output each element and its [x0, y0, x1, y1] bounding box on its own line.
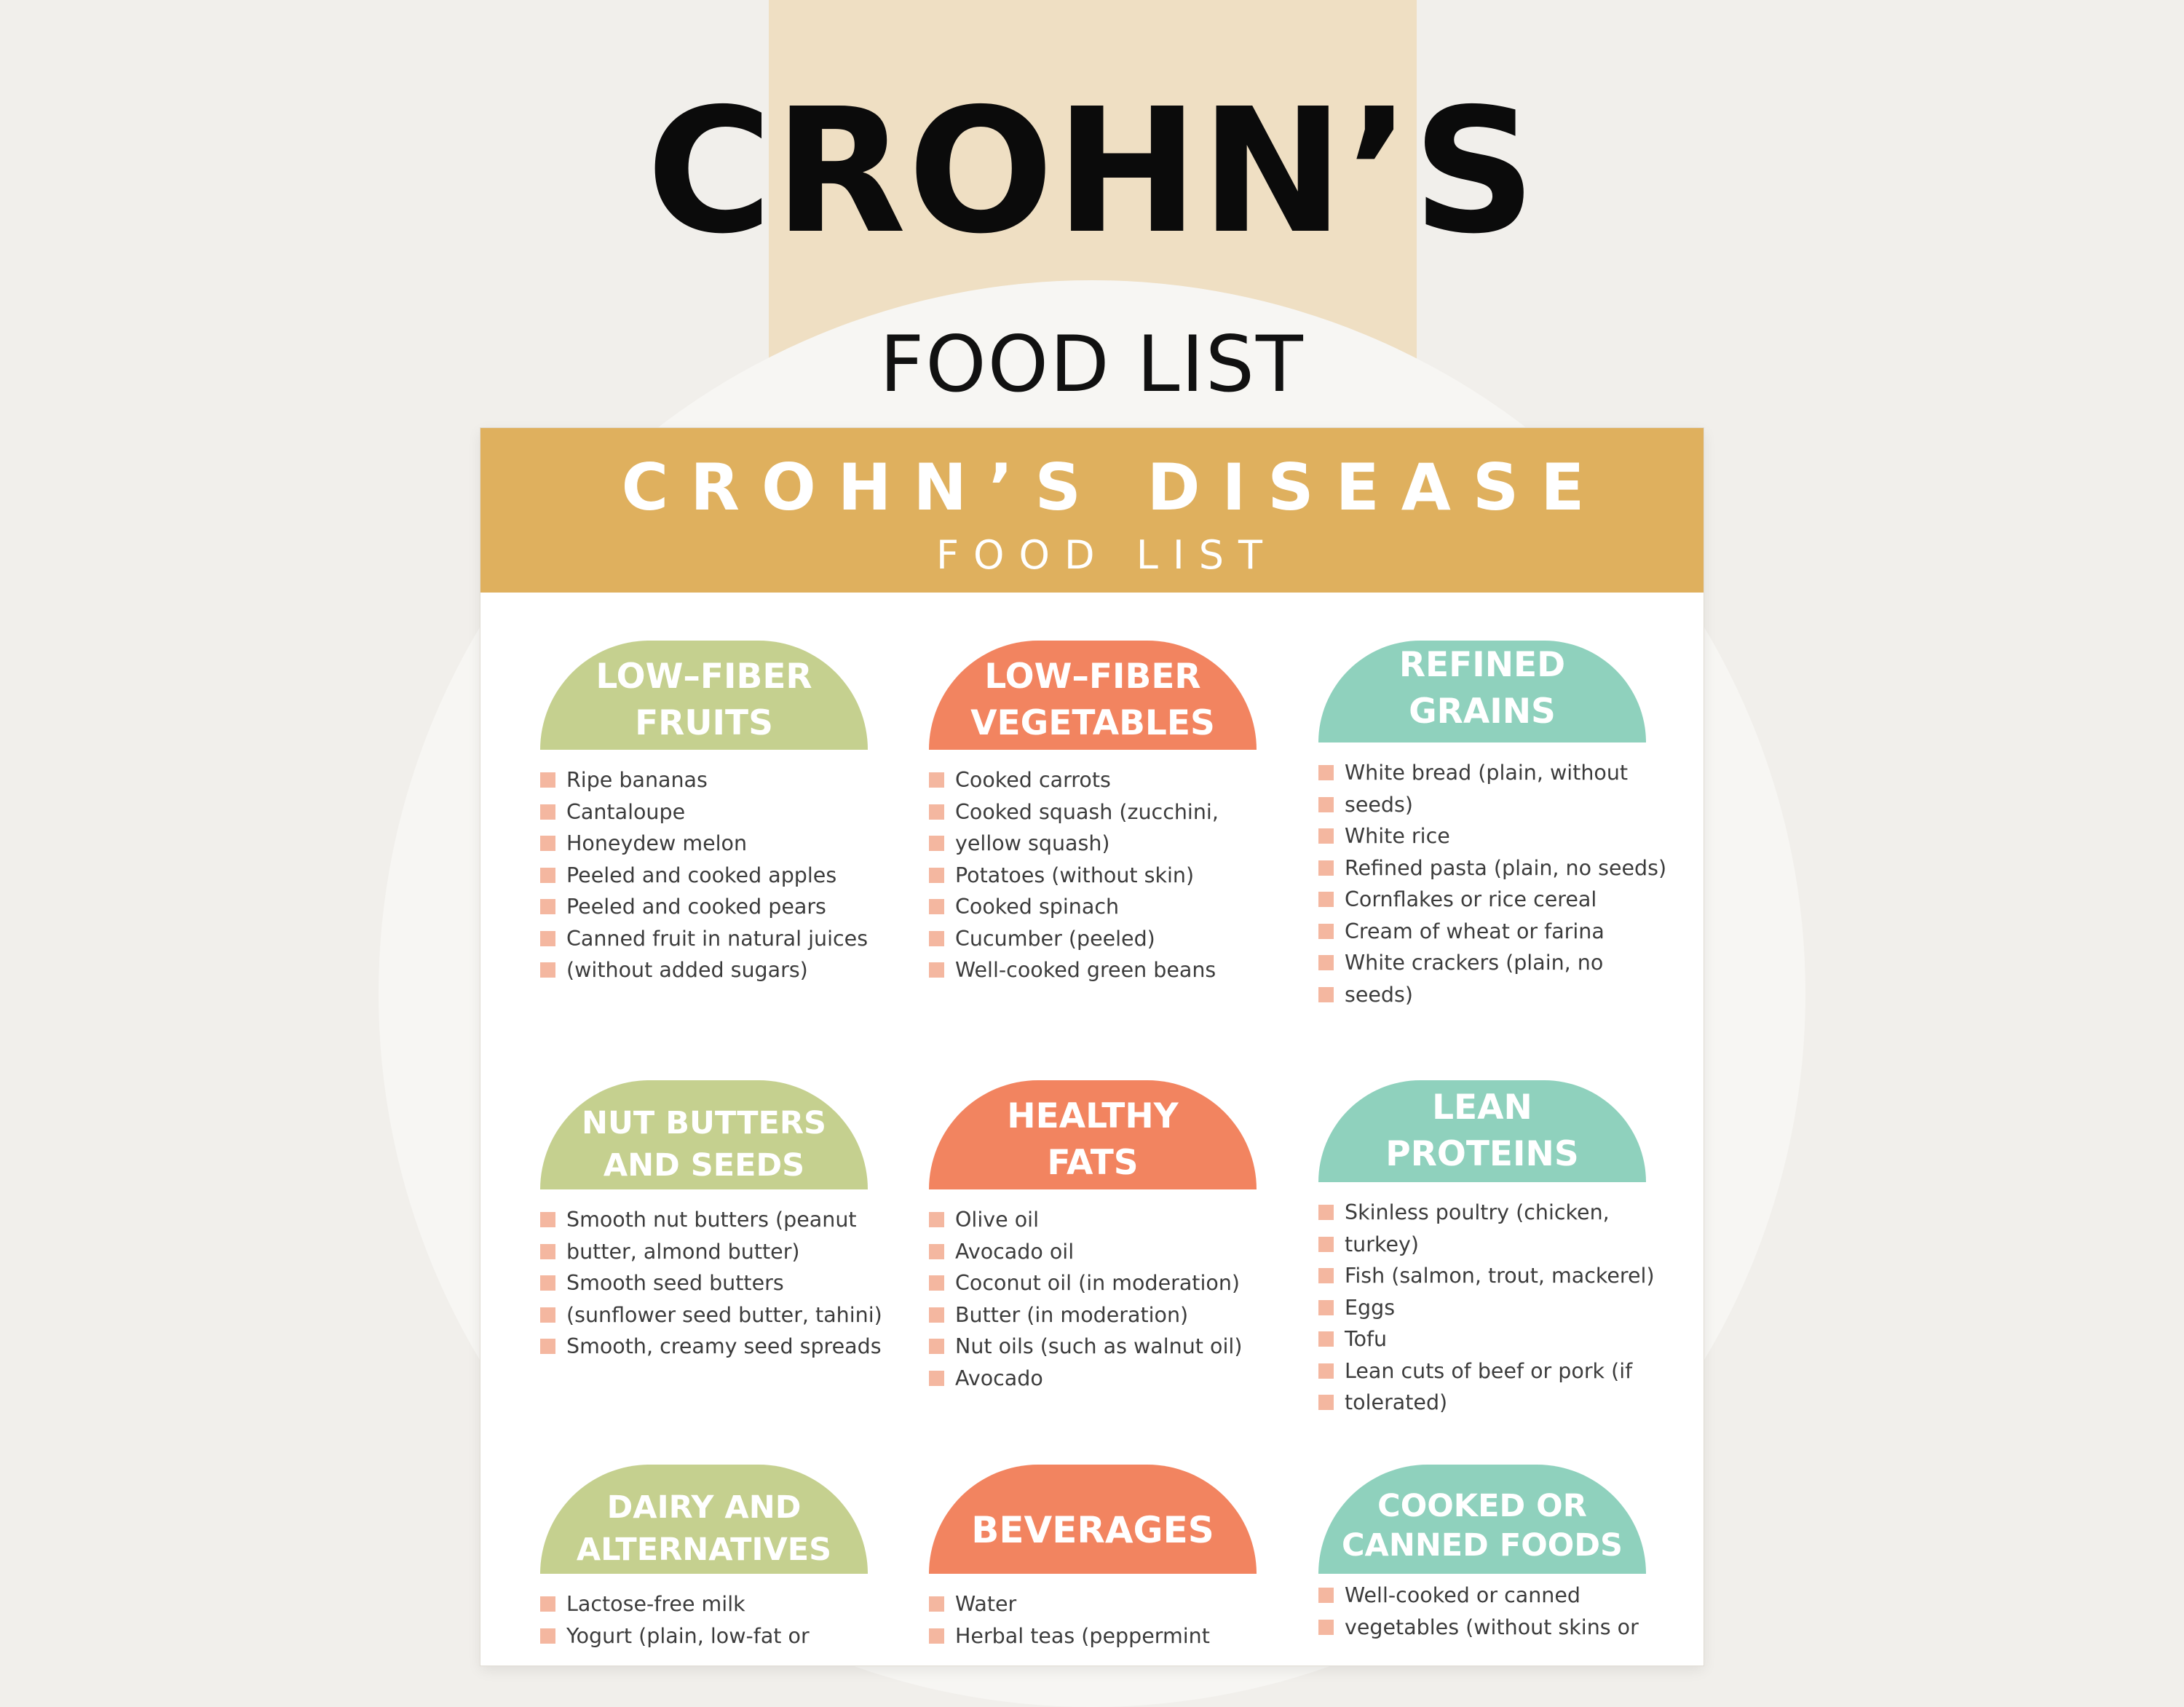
section-title-line: GRAINS: [1409, 692, 1556, 732]
section-low-fiber-fruits: [540, 641, 868, 986]
food-item: (without added sugars): [540, 954, 868, 986]
food-item: Smooth, creamy seed spreads: [540, 1331, 868, 1363]
food-item: Cooked squash (zucchini,: [929, 796, 1257, 828]
food-item-list: [540, 1204, 882, 1363]
food-item: Nut oils (such as walnut oil): [929, 1331, 1257, 1363]
section-title-line: ALTERNATIVES: [576, 1532, 832, 1568]
food-item: Tofu: [1318, 1323, 1646, 1355]
section-title-line: FRUITS: [635, 703, 773, 743]
food-item: seeds): [1318, 789, 1646, 821]
food-list-sheet: [480, 428, 1704, 1666]
food-item: Olive oil: [929, 1204, 1257, 1236]
food-item-list: [540, 764, 868, 986]
food-item: Canned fruit in natural juices: [540, 923, 868, 955]
food-item: White bread (plain, without: [1318, 757, 1646, 789]
food-item: Potatoes (without skin): [929, 860, 1257, 892]
section-title-badge: [540, 1465, 868, 1574]
section-title-badge: [540, 641, 868, 750]
section-title-badge: [929, 641, 1257, 750]
food-item-list: [929, 1204, 1257, 1394]
food-item: White crackers (plain, no: [1318, 947, 1646, 979]
section-low-fiber-vegetables: [929, 641, 1257, 986]
section-title-line: FATS: [1047, 1143, 1139, 1183]
section-title-badge: [1318, 1465, 1646, 1574]
section-title-badge: [929, 1465, 1257, 1574]
food-item-list: [540, 1588, 868, 1652]
section-title-line: REFINED: [1398, 645, 1566, 685]
food-item: Avocado oil: [929, 1236, 1257, 1268]
food-item: White rice: [1318, 820, 1646, 852]
hero-title: CROHN’S: [646, 71, 1538, 272]
section-beverages: [929, 1465, 1257, 1652]
sheet-subtitle: FOOD LIST: [935, 532, 1278, 578]
food-item: Peeled and cooked apples: [540, 860, 868, 892]
section-title-badge: [1318, 641, 1646, 742]
food-item-list: [929, 764, 1257, 986]
food-item: Cream of wheat or farina: [1318, 916, 1646, 948]
section-title-line: AND SEEDS: [603, 1147, 805, 1184]
section-title-line: DAIRY AND: [606, 1489, 802, 1526]
food-item: Cantaloupe: [540, 796, 868, 828]
section-cooked-or-canned-foods: [1318, 1465, 1646, 1643]
section-lean-proteins: [1318, 1080, 1655, 1419]
section-refined-grains: [1318, 641, 1667, 1010]
food-item: Cucumber (peeled): [929, 923, 1257, 955]
food-item: Yogurt (plain, low-fat or: [540, 1620, 868, 1652]
food-item: Refined pasta (plain, no seeds): [1318, 852, 1646, 884]
section-title-line: LEAN: [1432, 1088, 1532, 1128]
food-item: Smooth seed butters: [540, 1267, 868, 1299]
section-title-badge: [1318, 1080, 1646, 1182]
food-item-list: [1318, 1580, 1646, 1643]
food-item: Peeled and cooked pears: [540, 891, 868, 923]
food-item: Water: [929, 1588, 1257, 1620]
food-item: Well-cooked green beans: [929, 954, 1257, 986]
section-title-line: PROTEINS: [1385, 1134, 1579, 1174]
food-item: vegetables (without skins or: [1318, 1612, 1646, 1644]
food-item: Skinless poultry (chicken,: [1318, 1197, 1646, 1229]
food-item: Avocado: [929, 1363, 1257, 1395]
section-title-line: LOW–FIBER: [984, 657, 1201, 697]
section-dairy-and-alternatives: [540, 1465, 868, 1652]
section-title-line: BEVERAGES: [971, 1509, 1214, 1551]
section-nut-butters-and-seeds: [540, 1080, 882, 1363]
food-item: turkey): [1318, 1229, 1646, 1261]
section-title-line: HEALTHY: [1007, 1096, 1179, 1136]
food-item: Cornflakes or rice cereal: [1318, 884, 1646, 916]
food-item: tolerated): [1318, 1387, 1646, 1419]
food-item-list: [1318, 757, 1667, 1010]
food-item: yellow squash): [929, 828, 1257, 860]
food-item: (sunflower seed butter, tahini): [540, 1299, 868, 1331]
section-title-line: VEGETABLES: [970, 703, 1215, 743]
food-item: Butter (in moderation): [929, 1299, 1257, 1331]
food-item: butter, almond butter): [540, 1236, 868, 1268]
section-title-badge: [929, 1080, 1257, 1189]
food-item: Eggs: [1318, 1292, 1646, 1324]
food-item: Well-cooked or canned: [1318, 1580, 1646, 1612]
food-item: Lean cuts of beef or pork (if: [1318, 1355, 1646, 1387]
food-item: Smooth nut butters (peanut: [540, 1204, 868, 1236]
food-item: Fish (salmon, trout, mackerel): [1318, 1260, 1646, 1292]
section-title-line: CANNED FOODS: [1342, 1527, 1623, 1564]
section-title-badge: [540, 1080, 868, 1189]
food-item: Cooked spinach: [929, 891, 1257, 923]
section-title-line: NUT BUTTERS: [581, 1105, 826, 1141]
sheet-title: CROHN’S DISEASE: [621, 450, 1607, 525]
food-item: seeds): [1318, 979, 1646, 1011]
sheet-header: [480, 428, 1704, 593]
food-item: Honeydew melon: [540, 828, 868, 860]
section-title-line: LOW–FIBER: [596, 657, 812, 697]
food-item: Lactose-free milk: [540, 1588, 868, 1620]
food-item: Ripe bananas: [540, 764, 868, 796]
food-item: Herbal teas (peppermint: [929, 1620, 1257, 1652]
section-healthy-fats: [929, 1080, 1257, 1394]
food-item-list: [929, 1588, 1257, 1652]
hero-subtitle: FOOD LIST: [879, 320, 1305, 409]
food-item: Coconut oil (in moderation): [929, 1267, 1257, 1299]
food-item: Cooked carrots: [929, 764, 1257, 796]
food-item-list: [1318, 1197, 1655, 1419]
section-title-line: COOKED OR: [1377, 1488, 1587, 1524]
